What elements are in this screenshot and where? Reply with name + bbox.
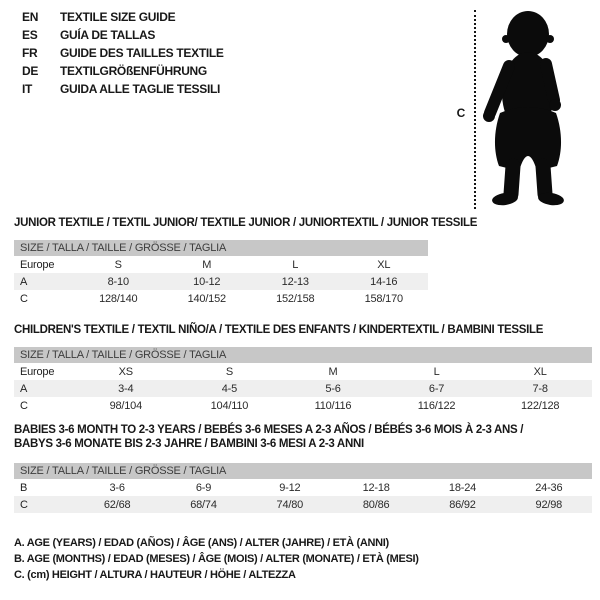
table-cell: 74/80 (276, 498, 304, 511)
table-cell: 98/104 (109, 399, 143, 412)
table-cell: 62/68 (103, 498, 131, 511)
table-cell: 122/128 (520, 399, 560, 412)
table-cell: 6-9 (195, 481, 212, 494)
language-row-en (22, 8, 224, 26)
footnote-age-months: B. AGE (MONTHS) / EDAD (MESES) / ÂGE (MOIS) / ALTER (MONATE) / ETÀ (MESI) (14, 553, 419, 565)
section-children-textile (14, 323, 592, 414)
table-row-age (14, 380, 592, 397)
table-cell: S (114, 258, 122, 271)
size-guide-content (14, 212, 592, 583)
figure-area (450, 6, 598, 214)
language-code: ES (22, 28, 38, 42)
row-label: Europe (20, 258, 55, 271)
language-row-es (22, 26, 224, 44)
language-code: IT (22, 82, 33, 96)
table-cell: 158/170 (364, 292, 403, 305)
table-row-height (14, 290, 428, 307)
table-cell: 8-10 (107, 275, 129, 288)
table-cell: 6-7 (428, 382, 445, 395)
footnote-age-years: A. AGE (YEARS) / EDAD (AÑOS) / ÂGE (ANS) / ALTER (JAHRE) / ETÀ (ANNI) (14, 537, 389, 549)
footnote-height: C. (cm) HEIGHT / ALTURA / HAUTEUR / HÖHE / ALTEZZA (14, 569, 296, 581)
table-cell: 3-6 (109, 481, 125, 494)
table-cell: 128/140 (99, 292, 138, 305)
table-cell: 104/110 (210, 399, 249, 412)
table-cell: 86/92 (449, 498, 476, 511)
table-cell: L (433, 365, 440, 378)
babies-size-table (14, 463, 592, 513)
table-cell: S (225, 365, 233, 378)
language-list (22, 8, 224, 98)
table-cell: 3-4 (118, 382, 134, 395)
row-label: C (20, 399, 28, 412)
table-cell: 12-18 (362, 481, 390, 494)
language-title: GUÍA DE TALLAS (60, 28, 156, 42)
table-cell: XL (377, 258, 391, 271)
row-label: A (20, 382, 28, 395)
table-cell: XS (118, 365, 133, 378)
table-cell: 110/116 (314, 399, 352, 412)
table-cell: 9-12 (279, 481, 301, 494)
children-size-table (14, 347, 592, 414)
table-row-europe (14, 363, 592, 380)
table-cell: 4-5 (221, 382, 238, 395)
table-cell: 18-24 (448, 481, 477, 494)
legend-footnotes (14, 535, 592, 583)
language-row-fr (22, 44, 224, 62)
section-junior-textile (14, 216, 592, 307)
section-title-junior: JUNIOR TEXTILE / TEXTIL JUNIOR/ TEXTILE JUNIOR / JUNIORTEXTIL / JUNIOR TESSILE (14, 217, 478, 229)
section-title-babies (14, 423, 592, 451)
language-code: FR (22, 46, 38, 60)
language-code: DE (22, 64, 39, 78)
row-label: C (20, 498, 28, 511)
size-header-bar: SIZE / TALLA / TAILLE / GRÖSSE / TAGLIA (14, 240, 428, 256)
table-cell: M (202, 258, 212, 271)
table-row-age (14, 273, 428, 290)
table-cell: M (328, 365, 338, 378)
row-label: A (20, 275, 28, 288)
table-row-height (14, 496, 592, 513)
size-header-bar: SIZE / TALLA / TAILLE / GRÖSSE / TAGLIA (14, 347, 592, 363)
toddler-silhouette-icon (483, 8, 573, 208)
table-cell: 92/98 (535, 498, 563, 511)
table-row-months (14, 479, 592, 496)
row-label: Europe (20, 365, 55, 378)
table-cell: 80/86 (362, 498, 390, 511)
table-cell: 68/74 (190, 498, 217, 511)
table-cell: 5-6 (325, 382, 341, 395)
table-cell: L (292, 258, 299, 271)
table-cell: 116/122 (417, 399, 456, 412)
table-row-europe (14, 256, 428, 273)
table-cell: 24-36 (535, 481, 563, 494)
section-title-babies-line1: BABIES 3-6 MONTH TO 2-3 YEARS / BEBÉS 3-6 MESES A 2-3 AÑOS / BÉBÉS 3-6 MOIS À 2-3 ANS / (14, 424, 524, 436)
table-cell: 152/158 (276, 292, 315, 305)
section-title-children: CHILDREN'S TEXTILE / TEXTIL NIÑO/A / TEXTILE DES ENFANTS / KINDERTEXTIL / BAMBINI TESSILE (14, 324, 544, 336)
language-row-de (22, 62, 224, 80)
language-title: TEXTILGRÖßENFÜHRUNG (60, 64, 207, 78)
language-title: GUIDA ALLE TAGLIE TESSILI (60, 82, 221, 96)
table-cell: 7-8 (532, 382, 548, 395)
language-code: EN (22, 10, 39, 24)
language-row-it (22, 80, 224, 98)
section-babies-textile (14, 423, 592, 513)
row-label: C (20, 292, 28, 305)
table-cell: 140/152 (187, 292, 226, 305)
table-row-height (14, 397, 592, 414)
junior-size-table (14, 240, 428, 307)
height-measure-line (474, 10, 476, 209)
height-measure-label: C (456, 106, 466, 120)
table-cell: XL (533, 365, 547, 378)
table-cell: 12-13 (281, 275, 309, 288)
row-label: B (20, 481, 28, 494)
section-title-babies-line2: BABYS 3-6 MONATE BIS 2-3 JAHRE / BAMBINI 3-6 MESI A 2-3 ANNI (14, 438, 364, 450)
language-title: TEXTILE SIZE GUIDE (60, 10, 176, 24)
language-title: GUIDE DES TAILLES TEXTILE (60, 46, 224, 60)
table-cell: 10-12 (193, 275, 221, 288)
table-cell: 14-16 (370, 275, 398, 288)
size-header-bar: SIZE / TALLA / TAILLE / GRÖSSE / TAGLIA (14, 463, 592, 479)
